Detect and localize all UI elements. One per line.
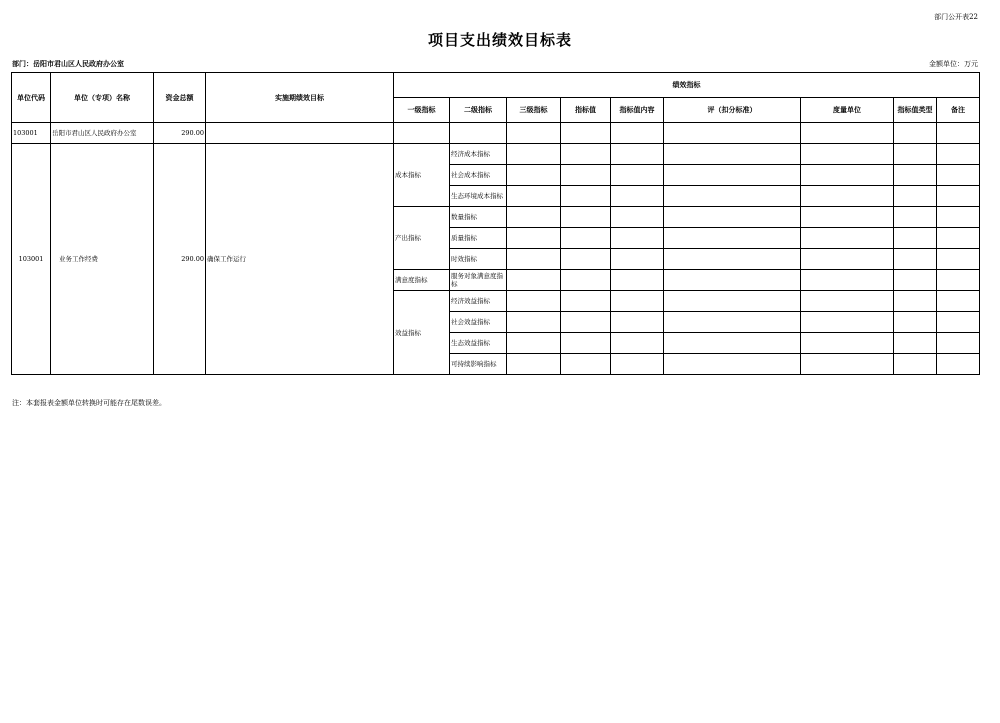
header-indicator-value: 指标值 bbox=[561, 98, 611, 123]
level2-cell: 生态效益指标 bbox=[450, 333, 507, 354]
empty-cell bbox=[507, 165, 561, 186]
empty-cell bbox=[664, 249, 801, 270]
empty-cell bbox=[561, 165, 611, 186]
summary-name-cell: 岳阳市君山区人民政府办公室 bbox=[51, 123, 154, 144]
empty-cell bbox=[801, 291, 894, 312]
empty-cell bbox=[894, 270, 937, 291]
header-level1: 一级指标 bbox=[394, 98, 450, 123]
empty-cell bbox=[507, 228, 561, 249]
level2-cell: 数量指标 bbox=[450, 207, 507, 228]
empty-cell bbox=[611, 228, 664, 249]
empty-cell bbox=[507, 312, 561, 333]
footnote: 注：本套报表金额单位转换时可能存在尾数误差。 bbox=[12, 399, 166, 407]
header-remarks: 备注 bbox=[937, 98, 980, 123]
level1-benefit-cell: 效益指标 bbox=[394, 291, 450, 375]
empty-cell bbox=[561, 249, 611, 270]
empty-cell bbox=[801, 249, 894, 270]
empty-cell bbox=[937, 354, 980, 375]
empty-cell bbox=[561, 270, 611, 291]
empty-cell bbox=[894, 249, 937, 270]
page-title: 项目支出绩效目标表 bbox=[427, 31, 572, 49]
project-name-cell: 业务工作经费 bbox=[51, 144, 154, 375]
empty-cell bbox=[611, 354, 664, 375]
empty-cell bbox=[937, 165, 980, 186]
sheet-code: 部门公开表22 bbox=[934, 13, 978, 21]
empty-cell bbox=[561, 354, 611, 375]
empty-cell bbox=[507, 123, 561, 144]
empty-cell bbox=[894, 291, 937, 312]
empty-cell bbox=[937, 270, 980, 291]
empty-cell bbox=[894, 123, 937, 144]
empty-cell bbox=[507, 333, 561, 354]
level2-cell: 社会效益指标 bbox=[450, 312, 507, 333]
header-row-1 bbox=[12, 73, 980, 98]
empty-cell bbox=[937, 186, 980, 207]
empty-cell bbox=[664, 186, 801, 207]
empty-cell bbox=[937, 144, 980, 165]
empty-cell bbox=[611, 144, 664, 165]
department-label: 部门：岳阳市君山区人民政府办公室 bbox=[12, 59, 124, 68]
level2-cell: 经济效益指标 bbox=[450, 291, 507, 312]
empty-cell bbox=[561, 333, 611, 354]
empty-cell bbox=[611, 312, 664, 333]
empty-cell bbox=[611, 333, 664, 354]
empty-cell bbox=[801, 207, 894, 228]
empty-cell bbox=[611, 123, 664, 144]
project-amount-cell: 290.00 bbox=[154, 144, 206, 375]
empty-cell bbox=[507, 207, 561, 228]
header-total-funds: 资金总额 bbox=[154, 73, 206, 123]
empty-cell bbox=[561, 312, 611, 333]
header-level3: 三级指标 bbox=[507, 98, 561, 123]
header-target: 实施期绩效目标 bbox=[206, 73, 394, 123]
empty-cell bbox=[664, 123, 801, 144]
header-unit-code: 单位代码 bbox=[12, 73, 51, 123]
empty-cell bbox=[894, 333, 937, 354]
empty-cell bbox=[561, 291, 611, 312]
performance-target-table bbox=[11, 72, 980, 375]
level2-cell: 生态环境成本指标 bbox=[450, 186, 507, 207]
empty-cell bbox=[664, 144, 801, 165]
empty-cell bbox=[937, 228, 980, 249]
level1-cost-cell: 成本指标 bbox=[394, 144, 450, 207]
empty-cell bbox=[507, 270, 561, 291]
empty-cell bbox=[801, 165, 894, 186]
empty-cell bbox=[937, 207, 980, 228]
table-row bbox=[12, 144, 980, 165]
header-measure-unit: 度量单位 bbox=[801, 98, 894, 123]
empty-cell bbox=[801, 333, 894, 354]
level1-output-cell: 产出指标 bbox=[394, 207, 450, 270]
level2-cell: 社会成本指标 bbox=[450, 165, 507, 186]
empty-cell bbox=[611, 207, 664, 228]
level2-cell: 经济成本指标 bbox=[450, 144, 507, 165]
summary-amount-cell: 290.00 bbox=[154, 123, 206, 144]
empty-cell bbox=[611, 165, 664, 186]
empty-cell bbox=[394, 123, 450, 144]
empty-cell bbox=[894, 228, 937, 249]
header-level2: 二级指标 bbox=[450, 98, 507, 123]
empty-cell bbox=[561, 123, 611, 144]
empty-cell bbox=[664, 270, 801, 291]
project-code-cell: 103001 bbox=[12, 144, 51, 375]
empty-cell bbox=[611, 186, 664, 207]
level2-cell: 质量指标 bbox=[450, 228, 507, 249]
empty-cell bbox=[937, 333, 980, 354]
empty-cell bbox=[801, 270, 894, 291]
empty-cell bbox=[507, 249, 561, 270]
header-indicator-content: 指标值内容 bbox=[611, 98, 664, 123]
empty-cell bbox=[664, 312, 801, 333]
empty-cell bbox=[894, 354, 937, 375]
level2-cell: 时效指标 bbox=[450, 249, 507, 270]
empty-cell bbox=[561, 144, 611, 165]
empty-cell bbox=[894, 207, 937, 228]
level2-cell: 服务对象满意度指标 bbox=[450, 270, 507, 291]
empty-cell bbox=[206, 123, 394, 144]
empty-cell bbox=[561, 228, 611, 249]
empty-cell bbox=[937, 249, 980, 270]
empty-cell bbox=[894, 312, 937, 333]
empty-cell bbox=[664, 165, 801, 186]
empty-cell bbox=[507, 144, 561, 165]
level1-satisfaction-cell: 满意度指标 bbox=[394, 270, 450, 291]
empty-cell bbox=[801, 228, 894, 249]
empty-cell bbox=[664, 228, 801, 249]
empty-cell bbox=[801, 354, 894, 375]
empty-cell bbox=[894, 186, 937, 207]
empty-cell bbox=[507, 186, 561, 207]
empty-cell bbox=[561, 207, 611, 228]
empty-cell bbox=[611, 291, 664, 312]
empty-cell bbox=[801, 312, 894, 333]
empty-cell bbox=[937, 312, 980, 333]
empty-cell bbox=[507, 291, 561, 312]
level2-cell: 可持续影响指标 bbox=[450, 354, 507, 375]
empty-cell bbox=[561, 186, 611, 207]
empty-cell bbox=[937, 123, 980, 144]
empty-cell bbox=[664, 333, 801, 354]
empty-cell bbox=[507, 354, 561, 375]
amount-unit-label: 金额单位：万元 bbox=[929, 60, 978, 68]
empty-cell bbox=[450, 123, 507, 144]
empty-cell bbox=[894, 165, 937, 186]
empty-cell bbox=[664, 354, 801, 375]
empty-cell bbox=[894, 144, 937, 165]
header-scoring: 评（扣分标准） bbox=[664, 98, 801, 123]
empty-cell bbox=[611, 270, 664, 291]
summary-code-cell: 103001 bbox=[12, 123, 51, 144]
header-perf-indicators: 绩效指标 bbox=[394, 73, 980, 98]
header-indicator-type: 指标值类型 bbox=[894, 98, 937, 123]
empty-cell bbox=[801, 186, 894, 207]
project-target-cell: 确保工作运行 bbox=[206, 144, 394, 375]
header-unit-name: 单位（专项）名称 bbox=[51, 73, 154, 123]
empty-cell bbox=[611, 249, 664, 270]
summary-row bbox=[12, 123, 980, 144]
empty-cell bbox=[801, 123, 894, 144]
empty-cell bbox=[664, 291, 801, 312]
empty-cell bbox=[664, 207, 801, 228]
empty-cell bbox=[801, 144, 894, 165]
empty-cell bbox=[937, 291, 980, 312]
